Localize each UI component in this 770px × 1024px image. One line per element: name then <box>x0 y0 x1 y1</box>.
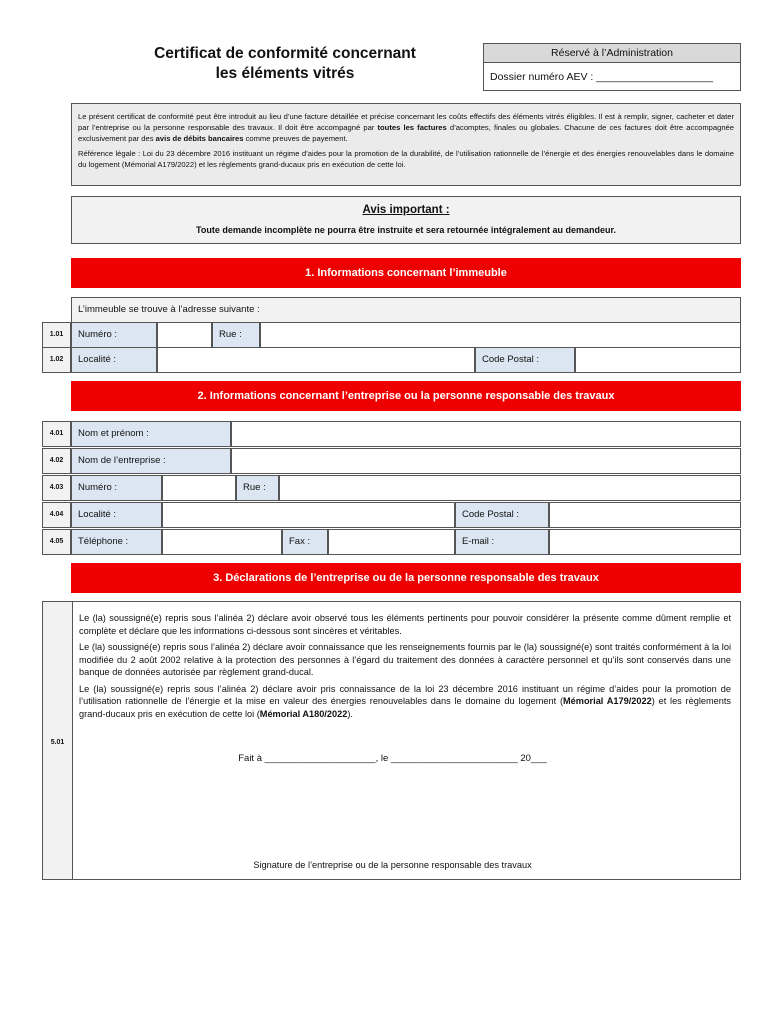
localite-label: Localité : <box>71 347 157 373</box>
row-4-05 <box>42 529 741 555</box>
section-1-header: 1. Informations concernant l’immeuble <box>71 258 741 288</box>
intro-text-d: avis de débits bancaires <box>155 134 244 143</box>
nom-entreprise-field[interactable] <box>231 448 741 474</box>
localite-label: Localité : <box>71 502 162 528</box>
row-number: 4.02 <box>42 448 71 474</box>
title-line-1: Certificat de conformité concernant <box>154 45 416 62</box>
email-field[interactable] <box>549 529 741 555</box>
row-number: 4.04 <box>42 502 71 528</box>
memorial-ref-2: Mémorial A180/2022 <box>259 708 348 719</box>
document-title <box>100 44 470 84</box>
row-4-04 <box>42 502 741 528</box>
nom-prenom-label: Nom et prénom : <box>71 421 231 447</box>
admin-box <box>483 43 741 91</box>
code-postal-label: Code Postal : <box>455 502 549 528</box>
signature-label: Signature de l’entreprise ou de la personne responsable des travaux <box>253 860 532 870</box>
numero-field[interactable] <box>157 322 212 348</box>
row-number: 5.01 <box>50 739 65 746</box>
notice-text: Toute demande incomplète ne pourra être instruite et sera retournée intégralement au demandeur. <box>196 225 616 235</box>
row-1-02 <box>42 347 741 373</box>
rue-field[interactable] <box>279 475 741 501</box>
code-postal-field[interactable] <box>575 347 741 373</box>
intro-box <box>71 103 741 186</box>
dossier-number-field[interactable]: Dossier numéro AEV : ____________________ <box>490 71 714 83</box>
intro-text-c: d’acomptes, finales ou globales. Chacune de ces factures doit être accompagnée exclusivement par des <box>78 123 735 143</box>
code-postal-label: Code Postal : <box>475 347 575 373</box>
declaration-paragraph-3 <box>79 683 731 721</box>
nom-prenom-field[interactable] <box>231 421 741 447</box>
numero-label: Numéro : <box>71 475 162 501</box>
fax-label: Fax : <box>282 529 328 555</box>
telephone-field[interactable] <box>162 529 282 555</box>
address-label-row <box>42 297 741 323</box>
declaration-paragraph-2: Le (la) soussigné(e) repris sous l’alinéa 2) déclare avoir connaissance que les renseignements fournis par le (la) soussigné(e) sont traités conformément à la loi modifiée du 2 août 2002 relative à la protection des personnes à l’égard du traitement des données à caractère personnel et qu’ils sont conservés dans une banque de données autorisée par règlement grand-ducal. <box>79 642 731 677</box>
email-label: E-mail : <box>455 529 549 555</box>
decl-text-e: ). <box>347 708 353 719</box>
rue-label: Rue : <box>236 475 279 501</box>
row-number-column <box>43 602 73 879</box>
declaration-text <box>79 612 731 724</box>
row-number: 4.03 <box>42 475 71 501</box>
code-postal-field[interactable] <box>549 502 741 528</box>
declaration-box <box>42 601 741 880</box>
row-4-03 <box>42 475 741 501</box>
title-line-2: les éléments vitrés <box>215 65 355 82</box>
row-4-02 <box>42 448 741 474</box>
row-number: 4.05 <box>42 529 71 555</box>
intro-paragraph-2: Référence légale : Loi du 23 décembre 2016 instituant un régime d’aides pour la promotion de la durabilité, de l’utilisation rationnelle de l’énergie et des énergies renouvelables dans le domaine du logement (Mémorial A179/2022) et les règlements grand-ducaux pris en exécution de cette loi. <box>78 149 734 169</box>
intro-text-a: Le présent certificat de conformité peut être introduit au lieu d’une facture détaillée et précise concernant les coûts effectifs des éléments vitrés éligibles. Il est à remplir, signer, cacheter et dater par l’entreprise ou la personne responsable des travaux. Il doit être accompagné par <box>78 112 734 132</box>
nom-entreprise-label: Nom de l’entreprise : <box>71 448 231 474</box>
fax-field[interactable] <box>328 529 455 555</box>
memorial-ref-1: Mémorial A179/2022 <box>563 696 652 706</box>
admin-header: Réservé à l’Administration <box>484 44 740 63</box>
row-4-01 <box>42 421 741 447</box>
intro-text-b: toutes les factures <box>377 123 447 132</box>
declaration-paragraph-1: Le (la) soussigné(e) repris sous l’alinéa 2) déclare avoir observé tous les éléments pertinents pour pouvoir considérer la présente comme dûment remplie et complète et déclare que les informations ci-dessous sont sincères et véritables. <box>79 613 731 636</box>
section-2-header: 2. Informations concernant l’entreprise ou la personne responsable des travaux <box>71 381 741 411</box>
row-number: 4.01 <box>42 421 71 447</box>
row-number: 1.02 <box>42 347 71 373</box>
row-1-01 <box>42 322 741 348</box>
section-3-header: 3. Déclarations de l’entreprise ou de la personne responsable des travaux <box>71 563 741 593</box>
telephone-label: Téléphone : <box>71 529 162 555</box>
important-notice <box>71 196 741 244</box>
address-label: L’immeuble se trouve à l’adresse suivante : <box>71 297 741 323</box>
decl-text-c: ) et les règlements grand-ducaux pris en exécution de cette loi ( <box>79 696 731 719</box>
notice-title: Avis important : <box>362 204 450 216</box>
localite-field[interactable] <box>157 347 475 373</box>
decl-text-a: Le (la) soussigné(e) repris sous l’alinéa 2) déclare avoir pris connaissance de la loi 23 décembre 2016 instituant un régime d’aides pour la promotion de l’utilisation rationnelle de l’énergie et la mise en valeur des énergies renouvelables dans le domaine du logement ( <box>79 683 731 706</box>
rue-field[interactable] <box>260 322 741 348</box>
rue-label: Rue : <box>212 322 260 348</box>
numero-field[interactable] <box>162 475 236 501</box>
place-date-line[interactable]: Fait à _____________________, le ________________________ 20___ <box>238 753 547 764</box>
intro-text-e: comme preuves de payement. <box>243 134 348 143</box>
row-number: 1.01 <box>42 322 71 348</box>
intro-paragraph-1 <box>78 111 734 144</box>
numero-label: Numéro : <box>71 322 157 348</box>
localite-field[interactable] <box>162 502 455 528</box>
